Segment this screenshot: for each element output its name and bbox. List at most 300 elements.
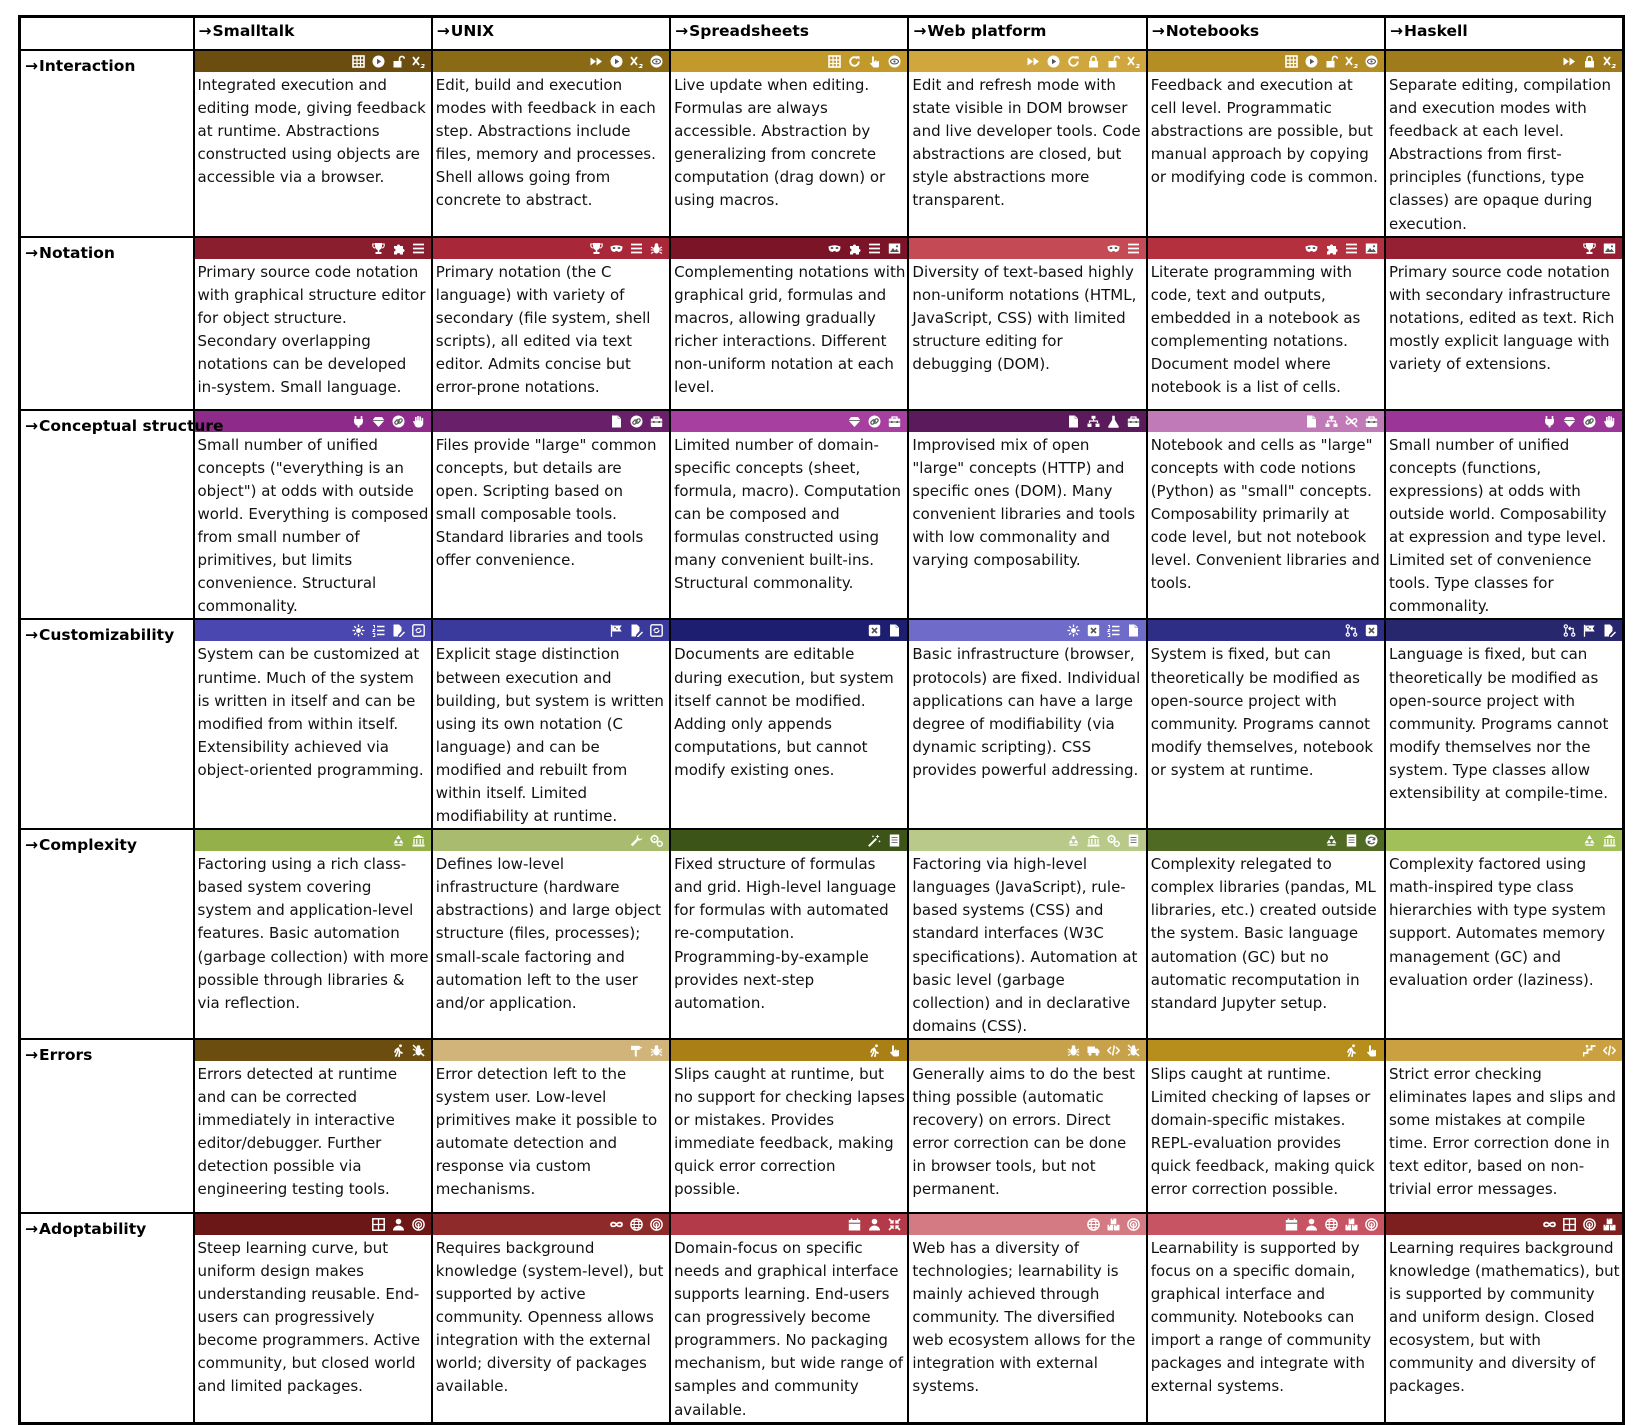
table-cell [670,1039,908,1213]
table-cell [432,237,670,410]
cell-text: Learnability is supported by focus on a specific domain, graphical interface and community. Notebooks can import a range of community packages and integrate with external systems. [1150,1238,1372,1396]
x-square-icon [868,624,881,637]
refresh-icon [848,55,861,68]
bug-slash-icon [412,1044,425,1057]
table-cell [670,50,908,237]
toolbox-icon [1127,415,1140,428]
bank-icon [412,834,425,847]
flag-icon [1583,624,1596,637]
cell-text: Edit and refresh mode with state visible in DOM browser and live developer tools. Code abstractions are closed, but style abstractions more transparent. [912,76,1141,210]
fast-forward-icon [1027,55,1040,68]
cell-icon-bar [1148,238,1384,259]
hand-icon [412,415,425,428]
table-cell [432,1213,670,1423]
cell-text: System is fixed, but can theoretically be modified as open-source project with community. Programs cannot modify themselves, notebook or system at runtime. [1150,645,1374,779]
globe-icon [1087,1218,1100,1231]
recycle-icon [392,834,405,847]
cell-icon-bar [195,1040,431,1061]
window-icon [1563,1218,1576,1231]
table-cell [1147,237,1385,410]
table-cell [1385,829,1623,1039]
play-icon [1305,55,1318,68]
cell-icon-bar [909,620,1145,641]
eye-icon [650,55,663,68]
file-edit-icon [630,624,643,637]
fast-forward-icon [1563,55,1576,68]
cell-text: Documents are editable during execution, but system itself cannot be modified. Adding only appends computations, but cannot modify existing ones. [674,645,894,779]
cell-icon-bar [195,830,431,851]
broadcast-icon [650,1218,663,1231]
sitemap-icon [1087,415,1100,428]
table-cell [1385,1039,1623,1213]
user-icon [392,1218,405,1231]
comparison-table [18,15,1625,1425]
table-cell [908,50,1146,237]
subscript-x-icon [1127,55,1140,68]
cell-icon-bar [1148,51,1384,72]
cell-text: Complexity factored using math-inspired type class hierarchies with type system support. Automates memory management (GC) and evaluation order (laziness). [1388,855,1606,989]
table-cell [432,619,670,829]
list-ol-icon [372,624,385,637]
subscript-x-icon [412,55,425,68]
puzzle-icon [1325,242,1338,255]
gem-icon [848,415,861,428]
cell-text: Domain-focus on specific needs and graphical interface supports learning. End-users can progressively become programmers. No packaging mechanism, but wide range of samples and community available. [674,1238,903,1419]
cell-text: Fixed structure of formulas and grid. High-level language for formulas with automated re-computation. Programming-by-example provides next-step automation. [674,855,897,1012]
table-cell [908,1213,1146,1423]
puzzle-icon [848,242,861,255]
cell-icon-bar [909,51,1145,72]
list-icon [1127,242,1140,255]
user-icon [868,1218,881,1231]
table-row [20,410,1624,620]
infinity-icon [610,1218,623,1231]
plug-icon [1543,415,1556,428]
cell-text: Small number of unified concepts ("everything is an object") at odds with outside world. Everything is composed from small number of primitives, but limits convenience. Structural commonality. [197,435,429,616]
table-cell [194,829,432,1039]
cell-text: Generally aims to do the best thing possible (automatic recovery) on errors. Direct error correction can be done in browser tools, but not permanent. [912,1064,1135,1199]
table-cell [1147,1039,1385,1213]
row-header-errors [20,1039,194,1213]
cell-text: Primary source code notation with graphical structure editor for object structure. Secondary overlapping notations can be developed in-system. Small language. [197,262,426,397]
cell-text: Basic infrastructure (browser, protocols) are fixed. Individual applications can have a large degree of modifiability (via dynamic scripting). CSS provides powerful addressing. [912,645,1141,779]
table-cell [432,410,670,620]
puzzle-icon [392,242,405,255]
bank-icon [1603,834,1616,847]
code-icon [1603,1044,1616,1057]
globe-icon [630,1218,643,1231]
cell-text: Defines low-level infrastructure (hardware abstractions) and large object structure (files, processes); small-scale factoring and automation left to the user and/or application. [435,855,661,1012]
cell-icon-bar [433,1040,669,1061]
row-header-label: Complexity [39,836,137,855]
image-icon [1365,242,1378,255]
mask-icon [610,242,623,255]
row-header-label: Notation [39,243,115,262]
cell-icon-bar [433,51,669,72]
doc-icon [888,834,901,847]
header-row [20,17,1624,51]
corner-cell [20,17,194,51]
cell-icon-bar [671,51,907,72]
cell-icon-bar [671,830,907,851]
toolbox-icon [1365,415,1378,428]
cell-text: Improvised mix of open "large" concepts (HTTP) and specific ones (DOM). Many convenient libraries and tools with low commonality and varying composability. [912,435,1136,570]
column-header-label: Web platform [927,22,1047,40]
table-cell [670,410,908,620]
flask-icon [1107,415,1120,428]
subscript-x-icon [1603,55,1616,68]
calendar-icon [1285,1218,1298,1231]
cell-icon-bar [1386,830,1622,851]
table-cell [194,1213,432,1423]
table-cell [432,829,670,1039]
row-header-label: Interaction [39,57,136,75]
table-cell [1147,1213,1385,1423]
file-edit-icon [1603,624,1616,637]
cell-icon-bar [433,238,669,259]
file-icon [1305,415,1318,428]
toolbox-icon [888,415,901,428]
column-header-label: Haskell [1403,22,1468,40]
running-icon [868,1044,881,1057]
cell-icon-bar [1386,1040,1622,1061]
boxes-icon [1345,1218,1358,1231]
flag-hammer-icon [630,1044,643,1057]
hand-pointer-icon [1365,1044,1378,1057]
row-header-interaction [20,50,194,237]
lock-icon [1583,55,1596,68]
table-cell [194,410,432,620]
cell-text: System can be customized at runtime. Much of the system is written in itself and can be modified from within itself. Extensibility achieved via object-oriented programming. [197,645,424,779]
table-cell [670,1213,908,1423]
cell-text: Edit, build and execution modes with feedback in each step. Abstractions include files, memory and processes. Shell allows going from concrete to abstract. [435,76,656,210]
play-icon [1047,55,1060,68]
play-icon [372,55,385,68]
cell-icon-bar [195,238,431,259]
cell-text: Slips caught at runtime. Limited checking of lapses or domain-specific mistakes. REPL-evaluation provides quick feedback, making quick error correction possible. [1150,1064,1375,1199]
list-icon [1345,242,1358,255]
unlock-icon [392,55,405,68]
cell-icon-bar [1148,1040,1384,1061]
cell-text: Separate editing, compilation and execution modes with feedback at each level. Abstractions from first-principles (functions, type classes) are opaque during execution. [1388,76,1612,233]
column-header-label: Notebooks [1165,22,1260,40]
window-icon [372,1218,385,1231]
running-icon [1345,1044,1358,1057]
cogs-icon [650,834,663,847]
cell-text: Requires background knowledge (system-level), but supported by active community. Openness allows integration with the external world; diversity of packages available. [435,1238,664,1396]
refresh-icon [1067,55,1080,68]
cell-text: Limited number of domain-specific concepts (sheet, formula, macro). Computation can be composed and formulas constructed using many convenient built-ins. Structural commonality. [674,435,902,593]
sitemap-icon [1325,415,1338,428]
cell-text: Web has a diversity of technologies; learnability is mainly achieved through community. The diversified web ecosystem allows for the integration with external systems. [912,1238,1136,1396]
cell-icon-bar [433,411,669,432]
trophy-icon [372,242,385,255]
link-icon [1583,415,1596,428]
sparkle-icon [352,624,365,637]
hand-pointer-icon [888,1044,901,1057]
list-icon [412,242,425,255]
cell-text: Language is fixed, but can theoretically be modified as open-source project with community. Programs cannot modify themselves nor the system. Type classes allow extensibility at compile-time. [1388,645,1609,802]
plug-icon [352,415,365,428]
table-cell [908,410,1146,620]
file-edit-icon [392,624,405,637]
row-header-customizability [20,619,194,829]
row-header-adoptability [20,1213,194,1423]
cell-text: Complementing notations with graphical grid, formulas and macros, allowing gradually richer interactions. Different non-uniform notation at each level. [674,262,906,397]
sync-icon [1365,834,1378,847]
column-header-label: Spreadsheets [689,22,809,40]
cell-icon-bar [1386,51,1622,72]
table-row [20,619,1624,829]
x-square-icon [1365,624,1378,637]
arrow-icon: → [25,416,38,435]
row-header-label: Adoptability [39,1219,147,1238]
trophy-icon [1583,242,1596,255]
table-cell [1147,50,1385,237]
table-cell [908,1039,1146,1213]
boxes-icon [1603,1218,1616,1231]
cell-text: Steep learning curve, but uniform design makes understanding reusable. End-users can progressively become programmers. Active community, but closed world and limited packages. [197,1238,421,1396]
cell-icon-bar [195,51,431,72]
file-icon [888,624,901,637]
cell-text: Errors detected at runtime and can be corrected immediately in interactive editor/debugger. Further detection possible via engineering testing tools. [197,1064,398,1199]
broadcast-icon [1583,1218,1596,1231]
cell-icon-bar [195,1214,431,1235]
lock-icon [1087,55,1100,68]
table-cell [1385,50,1623,237]
list-icon [868,242,881,255]
row-header-complexity [20,829,194,1039]
table-cell [1385,410,1623,620]
arrow-icon: → [25,1219,38,1238]
cell-text: Files provide "large" common concepts, but details are open. Scripting based on small composable tools. Standard libraries and tools offer convenience. [435,435,657,570]
mask-icon [828,242,841,255]
row-header-label: Conceptual structure [39,416,224,435]
cell-icon-bar [1148,411,1384,432]
recycle-box-icon [650,624,663,637]
file-icon [1127,624,1140,637]
table-cell [670,237,908,410]
cell-text: Explicit stage distinction between execution and building, but system is written using its own notation (C language) and can be modified and rebuilt from within itself. Limited modifiability at runtime. [435,645,664,826]
list-ol-icon [1107,624,1120,637]
bug-icon [650,242,663,255]
wrench-icon [630,834,643,847]
cell-text: Feedback and execution at cell level. Programmatic abstractions are possible, but manual approach by copying or modifying code is common. [1150,76,1378,187]
cell-icon-bar [909,830,1145,851]
subscript-x-icon [630,55,643,68]
table-cell [194,619,432,829]
table-cell [1147,410,1385,620]
table-cell [1147,829,1385,1039]
running-icon [392,1044,405,1057]
table-row [20,50,1624,237]
calendar-icon [848,1218,861,1231]
table-row [20,1213,1624,1423]
bug-icon [1067,1044,1080,1057]
broadcast-icon [1365,1218,1378,1231]
cell-text: Primary notation (the C language) with variety of secondary (file system, shell scripts), all edited via text editor. Admits concise but error-prone notations. [435,262,651,397]
arrow-icon: → [25,836,38,855]
cell-text: Complexity relegated to complex libraries (pandas, ML libraries, etc.) created outside the system. Basic language automation (GC) but no automatic recomputation in standard Jupyter setup. [1150,855,1377,1012]
cell-icon-bar [1148,620,1384,641]
row-header-conceptual-structure [20,410,224,620]
column-header-unix: →UNIX [432,17,670,51]
recycle-icon [1067,834,1080,847]
table-row [20,829,1624,1039]
cell-icon-bar [671,238,907,259]
link-icon [392,415,405,428]
fast-forward-icon [590,55,603,68]
row-header-notation [20,237,194,410]
cell-text: Error detection left to the system user. Low-level primitives make it possible to automate detection and response via custom mechanisms. [435,1064,658,1199]
shrink-icon [888,1218,901,1231]
sparkle-icon [1067,624,1080,637]
table-cell [670,829,908,1039]
table-row [20,1039,1624,1213]
recycle-box-icon [412,624,425,637]
table-cell [908,619,1146,829]
subscript-x-icon [1345,55,1358,68]
table-cell [1147,619,1385,829]
list-icon [630,242,643,255]
table-cell [432,50,670,237]
cell-icon-bar [671,620,907,641]
cell-icon-bar [909,411,1145,432]
doc-icon [1345,834,1358,847]
cell-icon-bar [671,411,907,432]
cell-icon-bar [909,238,1145,259]
cell-icon-bar [1386,620,1622,641]
play-icon [610,55,623,68]
grid-icon [1285,55,1298,68]
cell-text: Learning requires background knowledge (mathematics), but is supported by community and uniform design. Closed ecosystem, but with community and diversity of packages. [1388,1238,1620,1396]
unlock-icon [1325,55,1338,68]
table-cell [194,237,432,410]
user-icon [1305,1218,1318,1231]
pull-request-icon [1345,624,1358,637]
hand-icon [1603,415,1616,428]
row-header-label: Customizability [39,626,175,645]
code-icon [1107,1044,1120,1057]
table-cell [194,50,432,237]
grid-icon [352,55,365,68]
toolbox-icon [650,415,663,428]
cell-text: Notebook and cells as "large" concepts with code notions (Python) as "small" concepts. Composability primarily at code level, but not notebook level. Convenient libraries and tools. [1150,435,1380,593]
mask-icon [1305,242,1318,255]
eye-icon [1365,55,1378,68]
cell-text: Literate programming with code, text and outputs, embedded in a notebook as complementing notations. Document model where notebook is a list of cells. [1150,262,1361,397]
column-header-smalltalk: →Smalltalk [194,17,432,51]
table-cell [1385,619,1623,829]
cell-text: Strict error checking eliminates lapes and slips and some mistakes at compile time. Error correction done in text editor, based on non-trivial error messages. [1388,1064,1616,1199]
table-cell [432,1039,670,1213]
table-body [20,50,1624,1423]
grid-icon [828,55,841,68]
cell-text: Factoring via high-level languages (JavaScript), rule-based systems (CSS) and standard interfaces (W3C specifications). Automation at basic level (garbage collection) and in declarative domains (CSS). [912,855,1138,1035]
column-header-notebooks: →Notebooks [1147,17,1385,51]
cell-icon-bar [909,1214,1145,1235]
file-icon [1067,415,1080,428]
cell-icon-bar [909,1040,1145,1061]
bug-icon [650,1044,663,1057]
cell-icon-bar [671,1040,907,1061]
file-icon [610,415,623,428]
x-square-icon [1087,624,1100,637]
arrow-icon: → [25,626,38,645]
link-icon [868,415,881,428]
trophy-icon [590,242,603,255]
pull-request-icon [1563,624,1576,637]
gem-icon [1563,415,1576,428]
cell-icon-bar [195,620,431,641]
bug-slash-icon [1127,1044,1140,1057]
hand-pointer-icon [868,55,881,68]
column-header-label: UNIX [450,22,495,40]
cell-icon-bar [433,1214,669,1235]
cell-icon-bar [433,830,669,851]
cogs-icon [1107,834,1120,847]
eye-icon [888,55,901,68]
unlink-icon [1345,415,1358,428]
table-cell [1385,237,1623,410]
cell-icon-bar [1148,830,1384,851]
table-cell [1385,1213,1623,1423]
cell-text: Slips caught at runtime, but no support for checking lapses or mistakes. Provides immediate feedback, making quick error correction possible. [674,1064,905,1199]
cell-icon-bar [195,411,431,432]
doc-icon [1127,834,1140,847]
flag-icon [610,624,623,637]
magic-icon [868,834,881,847]
table-cell [908,237,1146,410]
cell-icon-bar [1386,1214,1622,1235]
stairs-icon [1583,1044,1596,1057]
broadcast-icon [1127,1218,1140,1231]
cell-icon-bar [1386,238,1622,259]
unlock-icon [1107,55,1120,68]
broadcast-icon [412,1218,425,1231]
column-header-spreadsheets: →Spreadsheets [670,17,908,51]
globe-icon [1325,1218,1338,1231]
table-cell [908,829,1146,1039]
cell-text: Live update when editing. Formulas are always accessible. Abstraction by generalizing from concrete computation (drag down) or using macros. [674,76,886,210]
cell-text: Integrated execution and editing mode, giving feedback at runtime. Abstractions constructed using objects are accessible via a browser. [197,76,426,187]
recycle-icon [1583,834,1596,847]
cell-text: Factoring using a rich class-based system covering system and application-level features. Basic automation (garbage collection) with more possible through libraries & via reflection. [197,855,429,1012]
bank-icon [1087,834,1100,847]
arrow-icon: → [25,243,38,262]
link-icon [630,415,643,428]
cell-text: Diversity of text-based highly non-uniform notations (HTML, JavaScript, CSS) with limited structure editing for debugging (DOM). [912,262,1137,374]
image-icon [1603,242,1616,255]
truck-icon [1087,1044,1100,1057]
image-icon [888,242,901,255]
cell-text: Small number of unified concepts (functions, expressions) at odds with outside world. Composability at expression and type level. Limited set of convenience tools. Type classes for commonality. [1388,435,1607,616]
gem-icon [372,415,385,428]
mask-icon [1107,242,1120,255]
cell-icon-bar [1386,411,1622,432]
table-cell [670,619,908,829]
row-header-label: Errors [39,1045,93,1064]
cell-text: Primary source code notation with secondary infrastructure notations, edited as text. Rich mostly explicit language with variety of extensions. [1388,262,1615,374]
boxes-icon [1107,1218,1120,1231]
table-row [20,237,1624,410]
column-header-haskell: →Haskell [1385,17,1623,51]
infinity-icon [1543,1218,1556,1231]
recycle-icon [1325,834,1338,847]
column-header-web-platform: →Web platform [908,17,1146,51]
cell-icon-bar [433,620,669,641]
table-cell [194,1039,432,1213]
